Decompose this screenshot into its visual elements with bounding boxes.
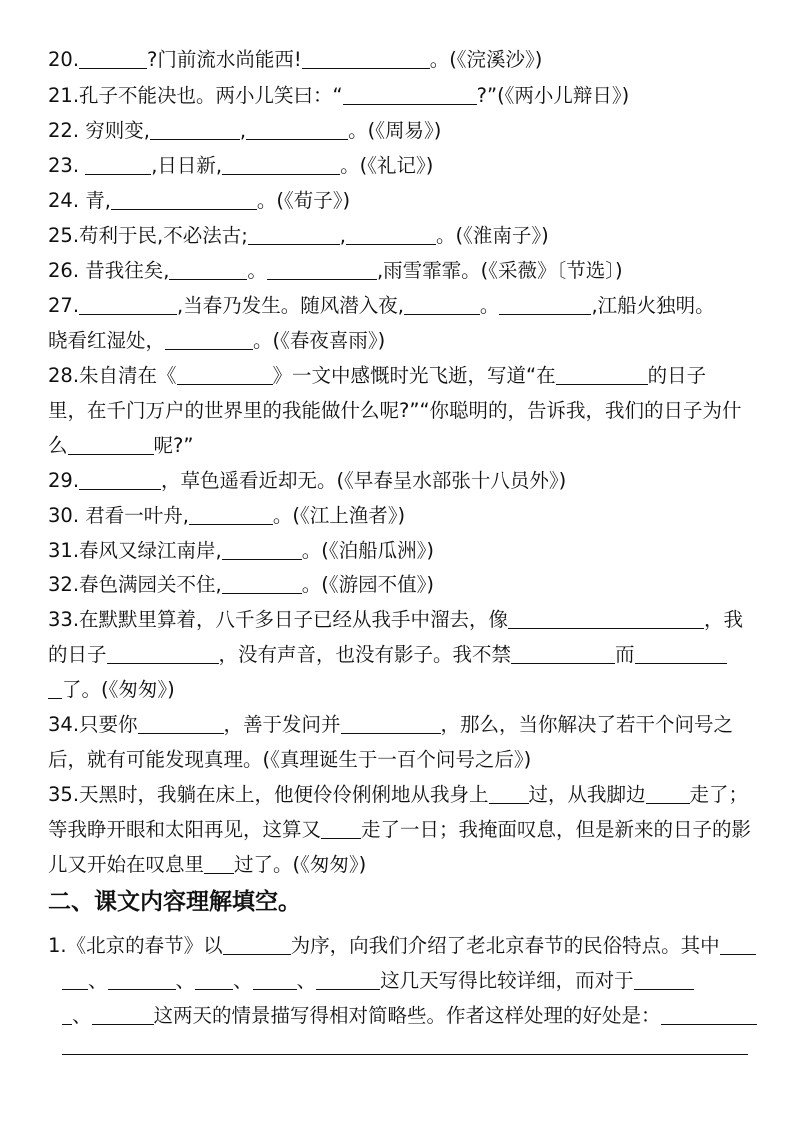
item-text: , [239,119,247,142]
item-text: 的日子 [48,643,107,666]
item-26 [48,259,758,285]
item-33-cont [48,643,758,669]
item-text: 30. 君看一叶舟, [48,504,189,527]
item-text: 、 [88,969,108,992]
item-text: 27. [48,294,80,317]
answer-blank[interactable] [111,191,257,210]
item-text: 。(《春夜喜雨》) [253,329,386,352]
item-text: ，草色遥看近却无。(《早春呈水部张十八员外》) [161,469,567,492]
item-29 [48,469,758,495]
item-text: 儿又开始在叹息里 [48,853,205,876]
item-text: 。(《江上渔者》) [272,504,406,527]
item-text: 22. 穷则变, [48,119,150,142]
answer-blank[interactable] [646,785,690,804]
item-text: 。(《荀子》) [256,189,351,212]
answer-blank[interactable] [316,971,380,990]
item-text: 了。(《匆匆》) [62,678,175,701]
item-text: 走了一日；我掩面叹息，但是新来的日子的影 [361,818,752,841]
answer-blank[interactable] [48,680,62,699]
item-text: 29. [48,469,80,492]
answer-blank[interactable] [62,971,88,990]
item-35-cont2 [48,853,758,879]
answer-blank[interactable] [343,86,477,105]
item-35 [48,783,758,809]
item-text: 21.孔子不能决也。两小儿笑曰：“ [48,84,343,107]
item-35-cont [48,818,758,844]
item-text: 24. 青, [48,189,111,212]
item-text: 。(《礼记》) [340,154,434,177]
answer-blank[interactable] [556,366,648,385]
item-text: 。(《游园不值》) [301,573,434,596]
item-28 [48,364,758,390]
item-text: 32.春色满园关不住, [48,573,222,596]
answer-blank[interactable] [248,226,340,245]
answer-blank[interactable] [222,156,340,175]
answer-blank[interactable] [177,366,273,385]
item-text: ，没有声音，也没有影子。我不禁 [218,643,512,666]
item-text: 33.在默默里算着，八千多日子已经从我手中溜去，像 [48,608,509,631]
item-text: 晓看红湿处， [48,329,166,352]
answer-blank[interactable] [341,715,441,734]
item-text: ,雨雪霏霏。(《采薇》〔节选〕) [376,259,623,282]
answer-blank[interactable] [169,261,247,280]
answer-blank[interactable] [165,331,253,350]
answer-blank[interactable] [62,1006,72,1025]
item-text: 过，从我脚边 [528,783,646,806]
item-text: 。(《淮南子》) [435,224,549,247]
answer-blank[interactable] [222,575,302,594]
answer-blank[interactable] [302,50,430,69]
answer-blank[interactable] [92,1006,154,1025]
item-text: 20. [48,48,80,71]
answer-blank[interactable] [346,226,436,245]
item-text: 等我睁开眼和太阳再见，这算又 [48,818,322,841]
item-text: 。(《浣溪沙》) [429,48,543,71]
answer-blank[interactable] [138,715,224,734]
item-text: ,日日新, [151,154,223,177]
item-text: 。(《泊船瓜洲》) [301,539,434,562]
answer-blank[interactable] [79,50,147,69]
item-text: 而 [615,643,635,666]
item-23 [48,154,758,180]
item-text: 23. [48,154,86,177]
item-24 [48,189,758,215]
item-text: ?门前流水尚能西! [147,48,302,71]
item-text: ，善于发问并 [223,713,341,736]
item-text: 31.春风又绿江南岸, [48,539,222,562]
item-32 [48,573,758,599]
item-text: ,当春乃发生。随风潜入夜, [177,294,404,317]
item-21 [48,84,758,110]
item-text: 呢?” [153,434,194,457]
item-text: 、 [72,1004,92,1027]
answer-blank[interactable] [195,971,233,990]
answer-blank[interactable] [107,645,219,664]
item-text: ?”(《两小儿辩日》) [476,84,630,107]
answer-blank[interactable] [489,785,529,804]
answer-blank[interactable] [222,541,302,560]
item-text: 26. 昔我往矣, [48,259,170,282]
item-text: ，我 [704,608,744,631]
item-text: 这几天写得比较详细，而对于 [380,969,634,992]
item-28-cont [48,399,758,425]
item-text: 后，就有可能发现真理。(《真理诞生于一百个问号之后》) [48,748,532,771]
answer-blank[interactable] [85,156,151,175]
item-text: ,江船火独明。 [591,294,715,317]
item-text: 、 [233,969,253,992]
answer-blank[interactable] [79,296,177,315]
item-text: 34.只要你 [48,713,138,736]
item-text: 》一文中感慨时光飞逝，写道“在 [272,364,556,387]
item-text: 么 [48,434,68,457]
answer-blank[interactable] [189,506,273,525]
answer-line[interactable] [62,1054,748,1055]
item-text: 、 [296,969,317,992]
answer-blank[interactable] [404,296,480,315]
answer-blank[interactable] [635,645,727,664]
item-33-cont2 [48,678,758,704]
item-text: , [339,224,346,247]
item-20 [48,48,758,74]
answer-blank[interactable] [68,436,154,455]
answer-blank[interactable] [253,971,297,990]
item-33 [48,608,758,634]
answer-blank[interactable] [246,121,348,140]
answer-blank[interactable] [223,936,291,955]
item-27 [48,294,758,320]
answer-blank[interactable] [321,820,361,839]
item-text: 35.天黑时，我躺在床上，他便伶伶俐俐地从我身上 [48,783,489,806]
item-28-cont2 [48,434,758,460]
item-text: 1.《北京的春节》以 [48,934,223,957]
answer-blank[interactable] [499,296,591,315]
answer-blank[interactable] [720,936,756,955]
item-text: 。 [479,294,500,317]
item-30 [48,504,758,530]
item-text: 为序，向我们介绍了老北京春节的民俗特点。其中 [290,934,720,957]
item-text: 里，在千门万户的世界里的我能做什么呢?”“你聪明的，告诉我，我们的日子为什 [48,399,742,422]
answer-blank[interactable] [508,610,704,629]
item-text: 25.苟利于民,不必法古; [48,224,248,247]
item-text: 。(《周易》) [348,119,442,142]
item-text: 走了； [689,783,749,806]
item-text: 的日子 [647,364,707,387]
answer-blank[interactable] [204,855,234,874]
item-text: 28.朱自清在《 [48,364,177,387]
item-27-cont [48,329,758,355]
item-34 [48,713,758,739]
answer-blank[interactable] [661,1006,757,1025]
answer-blank[interactable] [634,971,694,990]
answer-blank[interactable] [150,121,240,140]
section-2-item-1-cont2 [62,1004,758,1030]
item-25 [48,224,758,250]
item-text: 。 [247,259,267,282]
item-text: 、 [175,969,196,992]
item-text: ，那么，当你解决了若干个问号之 [440,713,734,736]
section-2-item-1 [48,934,758,960]
answer-blank[interactable] [511,645,615,664]
item-34-cont [48,748,758,774]
item-text: 过了。(《匆匆》) [234,853,367,876]
section-2-item-1-cont [62,969,758,995]
item-text: 这两天的情景描写得相对简略些。作者这样处理的好处是： [153,1004,661,1027]
section-2-heading: 二、课文内容理解填空。 [48,889,301,915]
answer-blank[interactable] [79,471,161,490]
answer-blank[interactable] [267,261,377,280]
answer-blank[interactable] [108,971,176,990]
item-22 [48,119,758,145]
item-31 [48,539,758,565]
